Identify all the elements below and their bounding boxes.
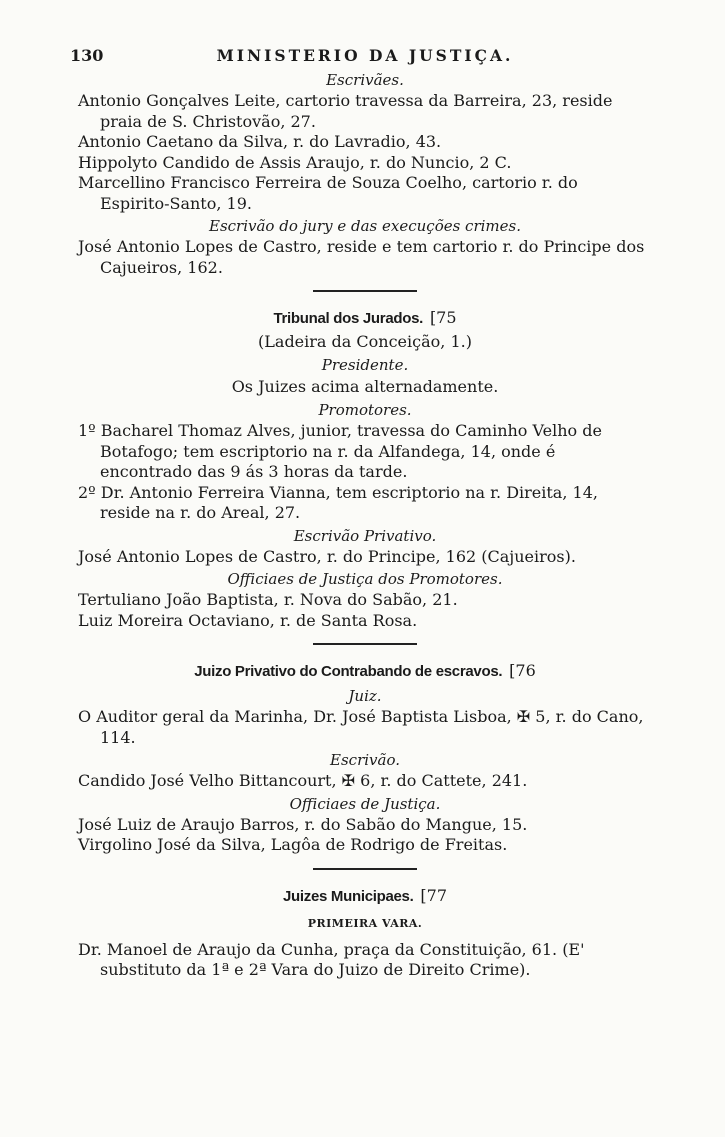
section-name: Juizes Municipaes.	[282, 887, 414, 905]
section-heading-contrabando	[78, 659, 652, 684]
section-ref: [77	[420, 885, 448, 905]
section-divider	[313, 643, 417, 645]
list-item: José Luiz de Araujo Barros, r. do Sabão do Mangue, 15.	[78, 814, 528, 834]
subheading-officiaes-promotores: Officiaes de Justiça dos Promotores.	[227, 570, 503, 588]
section-heading-municipaes	[78, 884, 652, 909]
list-item: Marcellino Francisco Ferreira de Souza Coelho, cartorio r. do Espirito-Santo, 19.	[78, 173, 578, 213]
list-item: Virgolino José da Silva, Lagôa de Rodrigo de Freitas.	[78, 835, 508, 854]
list-item: Tertuliano João Baptista, r. Nova do Sabão, 21.	[78, 590, 458, 609]
subheading-presidente: Presidente.	[321, 356, 409, 374]
section-ref: [76	[509, 661, 536, 680]
section-name: Juizo Privativo do Contrabando de escravos.	[194, 663, 503, 680]
subheading-promotores: Promotores.	[318, 401, 412, 419]
section-divider	[313, 868, 417, 870]
page-header	[70, 38, 652, 68]
subheading-juiz: Juiz.	[348, 687, 382, 705]
section-heading-tribunal	[78, 306, 652, 331]
list-item: Hippolyto Candido de Assis Araujo, r. do Nuncio, 2 C.	[78, 152, 512, 172]
presidente-text: Os Juizes acima alternadamente.	[231, 377, 499, 396]
section-name: Tribunal dos Jurados.	[273, 310, 423, 327]
list-item: O Auditor geral da Marinha, Dr. José Baptista Lisboa, ✠ 5, r. do Cano, 114.	[78, 707, 644, 747]
subheading-escrivaes: Escrivães.	[326, 71, 404, 89]
list-item: 2º Dr. Antonio Ferreira Vianna, tem escriptorio na r. Direita, 14, reside na r. do Areal, 27.	[78, 482, 598, 522]
tribunal-address: (Ladeira da Conceição, 1.)	[258, 332, 472, 351]
subheading-escrivao-jury: Escrivão do jury e das execuções crimes.	[209, 217, 521, 235]
list-item: Candido José Velho Bittancourt, ✠ 6, r. do Cattete, 241.	[78, 771, 528, 790]
list-item: Luiz Moreira Octaviano, r. de Santa Rosa.	[78, 610, 418, 630]
list-item: Antonio Gonçalves Leite, cartorio travessa da Barreira, 23, reside praia de S. Christovão, 27.	[78, 91, 613, 131]
page-number: 130	[70, 46, 104, 65]
subheading-escrivao: Escrivão.	[330, 751, 400, 769]
list-item: José Antonio Lopes de Castro, r. do Principe, 162 (Cajueiros).	[78, 546, 576, 566]
list-item: Antonio Caetano da Silva, r. do Lavradio, 43.	[78, 132, 442, 151]
list-item: José Antonio Lopes de Castro, reside e tem cartorio r. do Principe dos Cajueiros, 162.	[78, 237, 645, 277]
subheading-officiaes: Officiaes de Justiça.	[289, 794, 441, 813]
section-ref: [75	[429, 308, 457, 327]
list-item: 1º Bacharel Thomaz Alves, junior, travessa do Caminho Velho de Botafogo; tem escriptorio na r. da Alfandega, 14, onde é encontrado das 9 ás 3 horas da tarde.	[78, 421, 602, 481]
page-content	[70, 38, 652, 981]
page-title: MINISTERIO DA JUSTIÇA.	[216, 46, 514, 65]
section-divider	[313, 290, 417, 292]
subheading-primeira-vara: PRIMEIRA VARA.	[307, 916, 423, 930]
list-item: Dr. Manoel de Araujo da Cunha, praça da Constituição, 61. (E' substituto da 1ª e 2ª Vara do Juizo de Direito Crime).	[78, 939, 585, 979]
subheading-escrivao-privativo: Escrivão Privativo.	[293, 526, 437, 545]
